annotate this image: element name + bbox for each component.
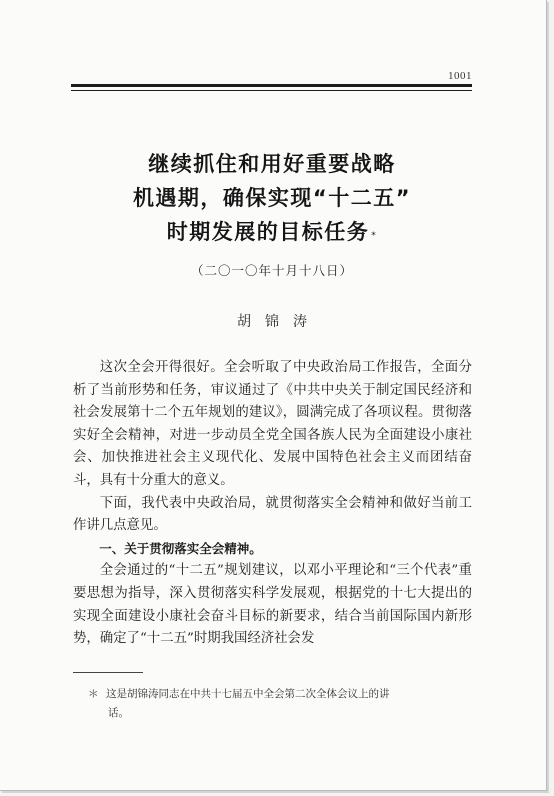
- section-heading-1: 一、关于贯彻落实全会精神。: [99, 540, 262, 556]
- footnote-text-line-2: 话。: [108, 707, 129, 719]
- footnote-mark: ＊: [88, 688, 99, 700]
- body-text: [73, 357, 472, 651]
- page-number: 1001: [448, 70, 472, 82]
- footnote: [88, 685, 472, 723]
- title-line-3: [60, 215, 484, 249]
- paragraph-3: 全会通过的“十二五”规划建议，以邓小平理论和“三个代表”重要思想为指导，深入贯彻落实科学发展观，根据党的十七大提出的实现全面建设小康社会奋斗目标的新要求，结合当前国际国内新形势，确定了“十二五”时期我国经济社会发: [73, 563, 472, 647]
- title-line-2: 机遇期，确保实现“十二五”: [132, 186, 412, 210]
- header-rule-thin: [71, 90, 472, 91]
- speech-date: （二〇一〇年十月十八日）: [190, 263, 353, 278]
- footnote-rule: [73, 672, 143, 673]
- author-name: 胡锦涛: [237, 314, 321, 330]
- paragraph-2: 下面，我代表中央政治局，就贯彻落实全会精神和做好当前工作讲几点意见。: [73, 495, 472, 534]
- article-title: [60, 147, 484, 249]
- title-line-1: 继续抓住和用好重要战略: [148, 152, 396, 176]
- footnote-text-line-1: 这是胡锦涛同志在中共十七届五中全会第二次全体会议上的讲: [106, 688, 390, 700]
- title-footnote-mark: *: [371, 231, 378, 241]
- title-line-3-text: 时期发展的目标任务: [166, 220, 370, 244]
- header-rule-thick: [71, 84, 472, 87]
- paragraph-1: 这次全会开得很好。全会听取了中央政治局工作报告，全面分析了当前形势和任务，审议通过了《中共中央关于制定国民经济和社会发展第十二个五年规划的建议》，圆满完成了各项议程。贯彻落实好全会精神，对进一步动员全党全国各族人民为全面建设小康社会、加快推进社会主义现代化、发展中国特色社会主义而团结奋斗，具有十分重大的意义。: [73, 360, 472, 488]
